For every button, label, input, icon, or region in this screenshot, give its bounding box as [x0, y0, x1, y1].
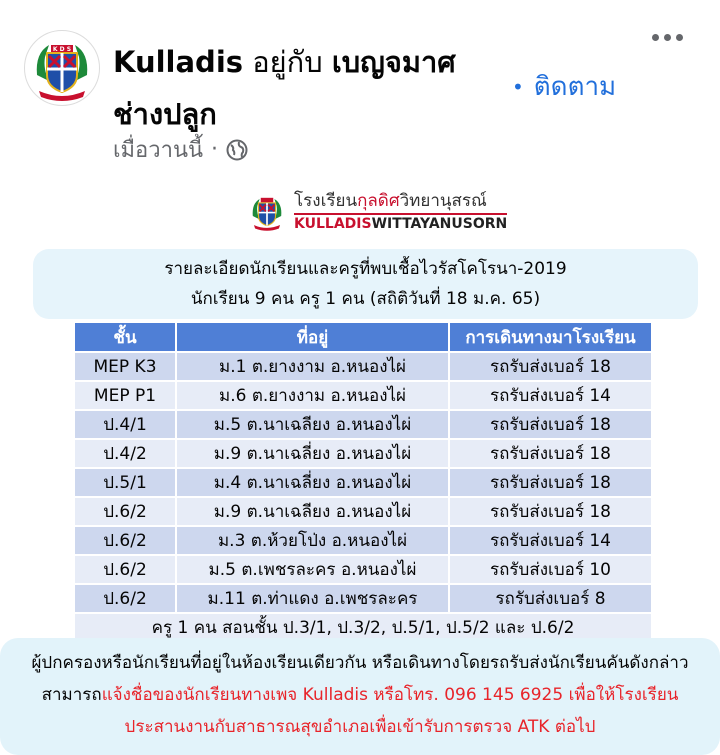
column-header-transport: การเดินทางมาโรงเรียน	[450, 323, 653, 351]
school-name-english: KULLADISWITTAYANUSORN	[294, 213, 507, 233]
table-row	[75, 525, 653, 554]
globe-icon	[226, 139, 248, 161]
notice-contact: แจ้งชื่อของนักเรียนทางเพจ Kulladis หรือโทร. 096 145 6925 เพื่อให้โรงเรียน	[101, 685, 679, 705]
transport-cell: รถรับส่งเบอร์ 18	[450, 409, 653, 438]
class-cell: ป.5/1	[75, 467, 177, 496]
class-cell: ป.4/1	[75, 409, 177, 438]
follow-label: ติดตาม	[533, 72, 617, 102]
transport-cell: รถรับส่งเบอร์ 18	[450, 467, 653, 496]
follow-bullet: •	[512, 74, 524, 99]
table-row	[75, 409, 653, 438]
more-options-icon[interactable]	[652, 34, 683, 41]
notice-line-2: สามารถแจ้งชื่อของนักเรียนทางเพจ Kulladis หรือโทร. 096 145 6925 เพื่อให้โรงเรียน	[41, 685, 679, 705]
post-header	[0, 0, 720, 180]
class-cell: ป.4/2	[75, 438, 177, 467]
teacher-row	[75, 612, 653, 641]
transport-cell: รถรับส่งเบอร์ 8	[450, 583, 653, 612]
class-cell: MEP K3	[75, 351, 177, 380]
class-cell: ป.6/2	[75, 583, 177, 612]
teacher-note: ครู 1 คน สอนชั้น ป.3/1, ป.3/2, ป.5/1, ป.5/2 และ ป.6/2	[75, 612, 653, 641]
svg-text:K D S: K D S	[52, 46, 72, 53]
notice-line-1: ผู้ปกครองหรือนักเรียนที่อยู่ในห้องเรียนเดียวกัน หรือเดินทางโดยรถรับส่งนักเรียนคันดังกล่าว	[31, 653, 689, 673]
address-cell: ม.9 ต.นาเฉลียง อ.หนองไผ่	[177, 496, 450, 525]
school-crest-icon	[25, 31, 99, 105]
address-cell: ม.5 ต.เพชรละคร อ.หนองไผ่	[177, 554, 450, 583]
table-row	[75, 380, 653, 409]
class-cell: ป.6/2	[75, 554, 177, 583]
with-word: อยู่กับ	[252, 45, 323, 79]
meta-separator: ·	[211, 137, 219, 162]
table-row	[75, 467, 653, 496]
table-row	[75, 351, 653, 380]
author-name[interactable]: Kulladis	[113, 45, 244, 79]
address-cell: ม.4 ต.นาเฉลี่ยง อ.หนองไผ่	[177, 467, 450, 496]
case-summary	[33, 249, 698, 319]
table-row	[75, 496, 653, 525]
post-time[interactable]: เมื่อวานนี้	[113, 138, 204, 163]
table-row	[75, 554, 653, 583]
address-cell: ม.6 ต.ยางงาม อ.หนองไผ่	[177, 380, 450, 409]
tagged-person[interactable]: เบญจมาศ ช่างปลูก	[113, 45, 456, 131]
class-cell: ป.6/2	[75, 496, 177, 525]
notice-line-3: ประสานงานกับสาธารณสุขอำเภอเพื่อเข้ารับการตรวจ ATK ต่อไป	[124, 717, 596, 737]
class-cell: MEP P1	[75, 380, 177, 409]
column-header-class: ชั้น	[75, 323, 177, 351]
transport-cell: รถรับส่งเบอร์ 10	[450, 554, 653, 583]
class-cell: ป.6/2	[75, 525, 177, 554]
transport-cell: รถรับส่งเบอร์ 18	[450, 438, 653, 467]
summary-title: รายละเอียดนักเรียนและครูที่พบเชื้อไวรัสโคโรนา-2019	[164, 259, 567, 279]
table-row	[75, 583, 653, 612]
notice-box	[0, 638, 720, 755]
post-title	[113, 36, 513, 140]
summary-counts: นักเรียน 9 คน ครู 1 คน (สถิติวันที่ 18 ม.ค. 65)	[190, 289, 541, 309]
school-name-thai: โรงเรียนกุลดิศวิทยานุสรณ์	[294, 191, 487, 211]
page-avatar[interactable]	[24, 30, 100, 106]
post-meta	[113, 132, 248, 167]
school-logo-icon	[246, 191, 288, 233]
transport-cell: รถรับส่งเบอร์ 14	[450, 380, 653, 409]
address-cell: ม.9 ต.นาเฉลี่ยง อ.หนองไผ่	[177, 438, 450, 467]
transport-cell: รถรับส่งเบอร์ 18	[450, 496, 653, 525]
transport-cell: รถรับส่งเบอร์ 14	[450, 525, 653, 554]
follow-button[interactable]	[512, 66, 616, 107]
table-header-row	[75, 323, 653, 351]
address-cell: ม.3 ต.ห้วยโป่ง อ.หนองไผ่	[177, 525, 450, 554]
address-cell: ม.11 ต.ท่าแดง อ.เพชรละคร	[177, 583, 450, 612]
table-row	[75, 438, 653, 467]
transport-cell: รถรับส่งเบอร์ 18	[450, 351, 653, 380]
address-cell: ม.1 ต.ยางงาม อ.หนองไผ่	[177, 351, 450, 380]
cases-table	[75, 323, 653, 641]
address-cell: ม.5 ต.นาเฉลียง อ.หนองไผ่	[177, 409, 450, 438]
column-header-address: ที่อยู่	[177, 323, 450, 351]
school-banner	[246, 191, 507, 233]
